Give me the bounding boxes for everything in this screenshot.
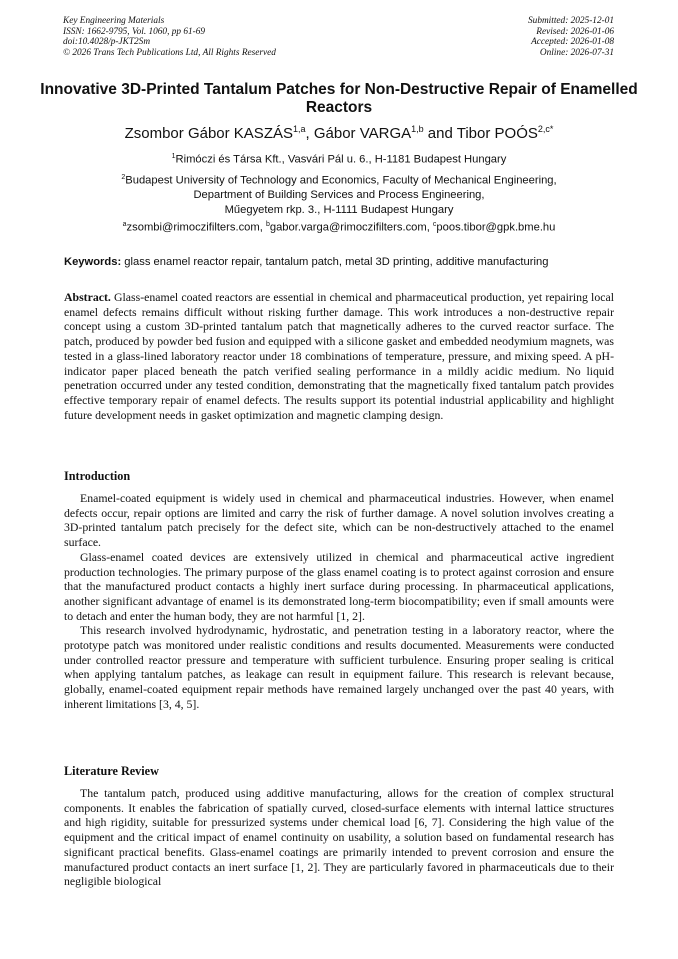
affiliation-mark: 1 bbox=[171, 153, 176, 160]
affiliation-text: Budapest University of Technology and Economics, Faculty of Mechanical Engineering, bbox=[125, 174, 557, 187]
author-separator: and bbox=[423, 125, 457, 142]
abstract bbox=[64, 290, 614, 422]
abstract-text: Glass-enamel coated reactors are essential in chemical and pharmaceutical production, yet repairing local enamel defects remains difficult without risking further damage. This work introduces a non-destructive repair concept using a custom 3D-printed tantalum patch that magnetically adheres to the curved reactor surface. The patch, produced by powder bed fusion and equipped with a silicone gasket and embedded neodymium magnets, was tested in a glass-lined laboratory reactor under 18 combinations of temperature, pressure, and mixing speed. A pH-indicator paper placed beneath the patch verified sealing performance in a mildly acidic medium. No liquid penetration occurred under any tested condition, demonstrating that the magnetically fixed tantalum patch provides effective temporary repair of enamel defects. The results support its potential industrial applicability and highlight future development needs in gasket optimization and magnetic clamping design. bbox=[64, 290, 614, 422]
dates-info bbox=[528, 16, 614, 58]
email-link[interactable]: poos.tibor@gpk.bme.hu bbox=[436, 221, 556, 234]
literature-body bbox=[64, 786, 614, 889]
revised-date: Revised: 2026-01-06 bbox=[536, 26, 614, 37]
author-separator: , bbox=[305, 125, 314, 142]
journal-info bbox=[63, 16, 276, 58]
affiliation-mark: 2 bbox=[121, 174, 126, 181]
email-mark: c bbox=[432, 221, 437, 228]
author-name: Zsombor Gábor KASZÁS bbox=[124, 125, 293, 142]
section-heading-literature-review: Literature Review bbox=[64, 764, 159, 778]
author-name: Gábor VARGA bbox=[313, 125, 412, 142]
journal-name: Key Engineering Materials bbox=[63, 16, 165, 26]
section-heading-introduction: Introduction bbox=[64, 469, 131, 483]
email-list bbox=[20, 221, 658, 234]
paragraph: Glass-enamel coated devices are extensively utilized in chemical and pharmaceutical active ingredient production technologies. The primary purpose of the glass enamel coating is to protect against corrosion and ensure that the manufactured product contacts a highly inert surface during processing. In pharmaceutical applications, another significant advantage of enamel is its demonstrated long-term biocompatibility; even if small amounts were to detach and enter the human body, they are not harmful [1, 2]. bbox=[64, 549, 614, 623]
author-affiliation-mark: 1,b bbox=[411, 124, 424, 134]
affiliation-text: Műegyetem rkp. 3., H-1111 Budapest Hungary bbox=[224, 203, 454, 216]
email-mark: b bbox=[265, 221, 270, 228]
author-affiliation-mark: 2,c* bbox=[537, 124, 554, 134]
author-list bbox=[30, 124, 648, 142]
submitted-date: Submitted: 2025-12-01 bbox=[528, 16, 614, 26]
affiliation-text: Department of Building Services and Process Engineering, bbox=[193, 189, 485, 202]
abstract-label: Abstract. bbox=[64, 290, 111, 304]
copyright: © 2026 Trans Tech Publications Ltd, All Rights Reserved bbox=[63, 47, 276, 58]
introduction-body bbox=[64, 491, 614, 712]
issn: ISSN: 1662-9795, Vol. 1060, pp 61-69 bbox=[63, 26, 206, 37]
affiliation-text: Rimóczi és Társa Kft., Vasvári Pál u. 6., H-1181 Budapest Hungary bbox=[175, 153, 507, 166]
online-date: Online: 2026-07-31 bbox=[539, 47, 614, 58]
keywords-label: Keywords: bbox=[64, 256, 122, 268]
paragraph: Enamel-coated equipment is widely used in chemical and pharmaceutical industries. However, when enamel defects occur, repair options are limited and carry the risk of further damage. A novel solution involves creating a 3D-printed tantalum patch precisely for the defect site, which can be non-destructively attached to the enamel surface. bbox=[64, 491, 614, 550]
doi: doi:10.4028/p-JKT2Sm bbox=[63, 37, 151, 48]
accepted-date: Accepted: 2026-01-08 bbox=[531, 37, 614, 48]
paper-title: Innovative 3D-Printed Tantalum Patches for Non-Destructive Repair of Enamelled Reactors bbox=[40, 81, 638, 116]
author-name: Tibor POÓS bbox=[456, 125, 538, 142]
affiliation-1 bbox=[30, 150, 648, 167]
affiliation-2 bbox=[30, 171, 648, 217]
author-affiliation-mark: 1,a bbox=[293, 124, 306, 134]
email-link[interactable]: zsombi@rimoczifilters.com, bbox=[126, 221, 266, 234]
email-mark: a bbox=[122, 221, 127, 228]
journal-header bbox=[63, 16, 614, 58]
keywords bbox=[64, 256, 614, 268]
email-link[interactable]: gabor.varga@rimoczifilters.com, bbox=[269, 221, 433, 234]
paragraph: This research involved hydrodynamic, hydrostatic, and penetration testing in a laboratory reactor, where the prototype patch was monitored under realistic conditions and results documented. Measurements were conducted under controlled reactor pressure and temperature with sufficient turbulence. Ensuring proper sealing is critical when applying tantalum patches, as leakage can result in equipment failure. This research is relevant because, globally, enamel-coated equipment repair methods have remained largely unchanged over the past 40 years, with inherent limitations [3, 4, 5]. bbox=[64, 623, 614, 711]
paragraph: The tantalum patch, produced using additive manufacturing, allows for the creation of complex structural components. It enables the fabrication of spatially curved, closed-surface elements with internal lattice structures and high rigidity, suitable for pressurized systems under chemical load [6, 7]. Considering the high value of the equipment and the critical impact of enamel continuity on usability, a solution based on fundamental research has significant practical benefits. Glass-enamel coatings are primarily intended to prevent corrosion and ensure the manufactured product contacts an inert surface [1, 2]. They are particularly favored in pharmaceuticals due to their negligible biological bbox=[64, 786, 614, 889]
keywords-text: glass enamel reactor repair, tantalum patch, metal 3D printing, additive manufacturing bbox=[121, 256, 549, 268]
